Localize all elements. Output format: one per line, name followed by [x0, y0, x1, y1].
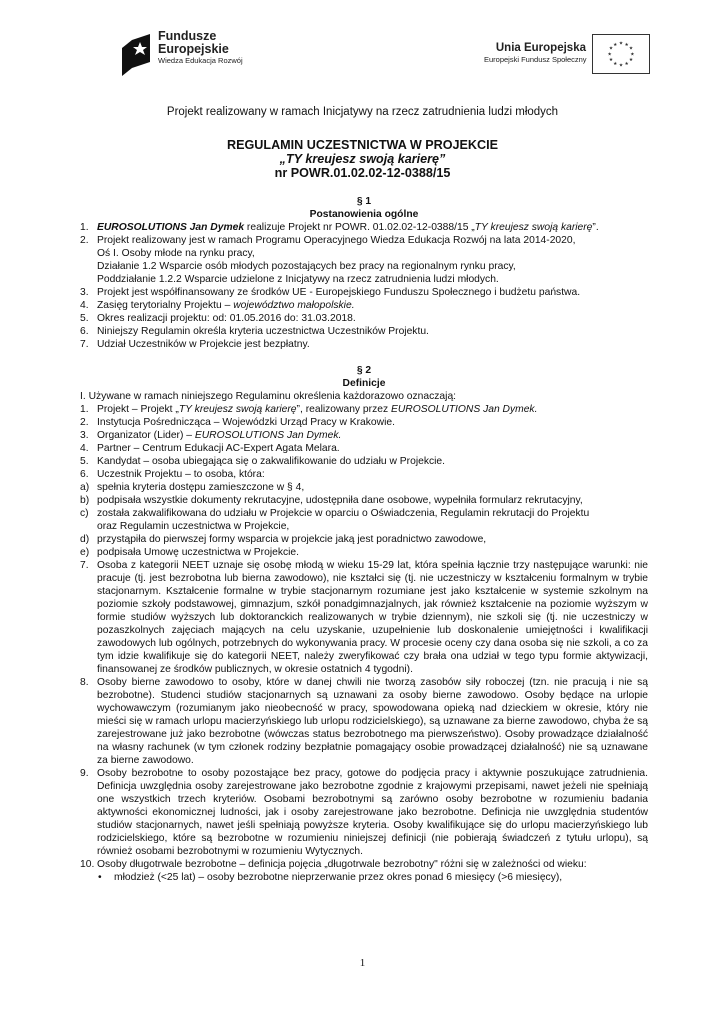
eu-flag-icon — [592, 34, 650, 74]
list-item: 10. Osoby długotrwale bezrobotne – definicja pojęcia „długotrwale bezrobotny" różni się w zależności od wieku: — [80, 859, 587, 870]
list-item: 4. Zasięg terytorialny Projektu – województwo małopolskie. — [80, 300, 355, 311]
list-item: 2. Instytucja Pośrednicząca – Wojewódzki Urząd Pracy w Krakowie. — [80, 417, 395, 428]
eu-logo — [484, 34, 654, 76]
svg-text:★: ★ — [607, 52, 612, 58]
list-item: 3. Projekt jest współfinansowany ze środków UE - Europejskiego Funduszu Społecznego i budżetu państwa. — [80, 287, 581, 298]
list-item: 7. Osoba z kategorii NEET uznaje się osobę młodą w wieku 15-29 lat, która spełnia łącznie trzy następujące warunki: nie pracuje (tj. jest bezrobotna lub bierna zawodowo), nie kształci się (tj. nie uczestniczy w kształceniu formalnym w trybie stacjonarnym. Kształcenie formalne w trybie stacjonarnym rozumiane jest jako kształcenie w systemie szkolnym na poziomie szkoły podstawowej, gimnazjum, szkół ponadgimnazjalnych, jak również kształcenie na poziomie wyższym w formie studiów wyższych lub doktoranckich realizowanych w trybie dziennym), nie szkoli się (tj. nie uczestniczy w pozaszkolnych zajęciach mających na celu uzyskanie, uzupełnienie lub doskonalenie umiejętności i kwalifikacji zawodowych lub ogólnych, potrzebnych do wykonywania pracy. W procesie oceny czy dana osoba się nie szkoli, a co za tym idzie kwalifikuje się do kategorii NEET, należy zweryfikować czy brała ona udział w tego typu formie aktywizacji, finansowanej ze środków publicznych, w okresie ostatnich 4 tygodni). — [80, 560, 648, 675]
fe-logo-line2: Europejskie — [158, 42, 229, 56]
svg-text:★: ★ — [628, 46, 634, 52]
title-line3: nr POWR.01.02.02-12-0388/15 — [274, 166, 451, 180]
document-title — [0, 138, 725, 180]
svg-text:★: ★ — [630, 52, 635, 58]
list-item: 9. Osoby bezrobotne to osoby pozostające bez pracy, gotowe do podjęcia pracy i aktywnie poszukujące zatrudnienia. Definicja uwzględnia osoby zarejestrowane jako bezrobotne zgodnie z krajowymi przepisami, nawet jeżeli nie spełniają one wszystkich trzech kryteriów. Osobami bezrobotnymi są zarówno osoby bezrobotne w rozumieniu badania aktywności ekonomicznej ludności, jak i osoby zarejestrowane jako bezrobotne. Definicja nie uwzględnia studentów studiów stacjonarnych, nawet jeśli spełniają powyższe kryteria. Osoby kwalifikujące się do urlopu macierzyńskiego lub rodzicielskiego, które są bezrobotne w rozumieniu niniejszej definicji (nie pobierają świadczeń z tytułu urlopu), są również osobami bezrobotnymi w rozumieniu Wytycznych. — [80, 768, 648, 857]
section2-mark: § 2 — [356, 365, 372, 376]
bullet-item: • młodzież (<25 lat) – osoby bezrobotne nieprzerwanie przez okres ponad 6 miesięcy (>6 miesięcy), — [98, 872, 563, 883]
svg-text:★: ★ — [628, 58, 634, 64]
list-item: e) podpisała Umowę uczestnictwa w Projekcie. — [80, 547, 300, 558]
svg-text:★: ★ — [624, 42, 629, 48]
svg-text:★: ★ — [618, 41, 624, 47]
page-number: 1 — [359, 957, 366, 969]
svg-text:★: ★ — [624, 61, 629, 67]
title-line1: REGULAMIN UCZESTNICTWA W PROJEKCIE — [227, 138, 498, 152]
document-body — [80, 195, 648, 884]
list-item: 6. Niniejszy Regulamin określa kryteria uczestnictwa Uczestników Projektu. — [80, 326, 429, 337]
section1-heading: Postanowienia ogólne — [309, 209, 419, 220]
section2-heading: Definicje — [342, 378, 386, 389]
svg-text:★: ★ — [613, 61, 618, 67]
list-item: 3. Organizator (Lider) – EUROSOLUTIONS Jan Dymek. — [80, 430, 342, 441]
svg-text:★: ★ — [618, 63, 624, 69]
project-line: Projekt realizowany w ramach Inicjatywy na rzecz zatrudnienia ludzi młodych — [166, 106, 559, 118]
list-item: 1. EUROSOLUTIONS Jan Dymek realizuje Projekt nr POWR. 01.02.02-12-0388/15 „TY kreujesz swoją karierę”. — [80, 222, 599, 233]
list-item: 5. Okres realizacji projektu: od: 01.05.2016 do: 31.03.2018. — [80, 313, 356, 324]
list-item: c) została zakwalifikowana do udziału w Projekcie w oparciu o Oświadczenia, Regulamin rekrutacji do Projektu oraz Regulamin uczestnictwa w Projekcie, — [80, 508, 590, 532]
fundusze-europejskie-logo — [118, 28, 268, 84]
title-line2: „TY kreujesz swoją karierę” — [279, 152, 446, 166]
section2-intro: I. Używane w ramach niniejszego Regulaminu określenia każdorazowo oznaczają: — [80, 391, 457, 402]
list-item: 4. Partner – Centrum Edukacji AC-Expert Agata Melara. — [80, 443, 340, 454]
svg-text:★: ★ — [613, 42, 618, 48]
list-item: b) podpisała wszystkie dokumenty rekrutacyjne, udostępniła dane osobowe, wypełniła formularz rekrutacyjny, — [80, 495, 583, 506]
list-item: 8. Osoby bierne zawodowo to osoby, które w danej chwili nie tworzą zasobów siły roboczej (tzn. nie pracują i nie są bezrobotne). Studenci studiów stacjonarnych są uznawani za osoby bierne zawodowo. Osoby będące na urlopie wychowawczym (rozumianym jako nieobecność w pracy, spowodowana opieką nad dzieckiem w okresie, który nie mieści się w ramach urlopu macierzyńskiego lub urlopu rodzicielskiego), są uznawane za bierne zawodowo, chyba że są zarejestrowane już jako bezrobotne (wówczas status bezrobotnego ma pierwszeństwo). Osoby prowadzące działalność na własny rachunek (w tym członek rodziny bezpłatnie pomagający osobie prowadzącej działalność) nie są uznawane za bierne zawodowo. — [80, 677, 648, 766]
svg-text:★: ★ — [608, 58, 614, 64]
section1-mark: § 1 — [356, 196, 372, 207]
fe-logo-line1: Fundusze — [158, 29, 217, 43]
fundusze-europejskie-star-icon — [118, 32, 154, 80]
eu-logo-line1: Unia Europejska — [495, 42, 586, 54]
list-item: d) przystąpiła do pierwszej formy wsparcia w projekcie jaką jest poradnictwo zawodowe, — [80, 534, 487, 545]
list-item: 5. Kandydat – osoba ubiegająca się o zakwalifikowanie do udziału w Projekcie. — [80, 456, 446, 467]
list-item: 6. Uczestnik Projektu – to osoba, która: — [80, 469, 265, 480]
list-item: 1. Projekt – Projekt „TY kreujesz swoją karierę”, realizowany przez EUROSOLUTIONS Jan Dymek. — [80, 404, 538, 415]
list-item: 2. Projekt realizowany jest w ramach Programu Operacyjnego Wiedza Edukacja Rozwój na lata 2014-2020, Oś I. Osoby młode na rynku pracy, Działanie 1.2 Wsparcie osób młodych pozostających bez pracy na regionalnym rynku pracy, Poddziałanie 1.2.2 Wsparcie udzielone z Inicjatywy na rzecz zatrudnienia ludzi młodych. — [80, 235, 576, 285]
list-item: a) spełnia kryteria dostępu zamieszczone w § 4, — [80, 482, 305, 493]
eu-logo-line2: Europejski Fundusz Społeczny — [484, 55, 587, 64]
fe-logo-line3: Wiedza Edukacja Rozwój — [158, 56, 243, 65]
list-item: 7. Udział Uczestników w Projekcie jest bezpłatny. — [80, 339, 310, 350]
svg-text:★: ★ — [608, 46, 614, 52]
